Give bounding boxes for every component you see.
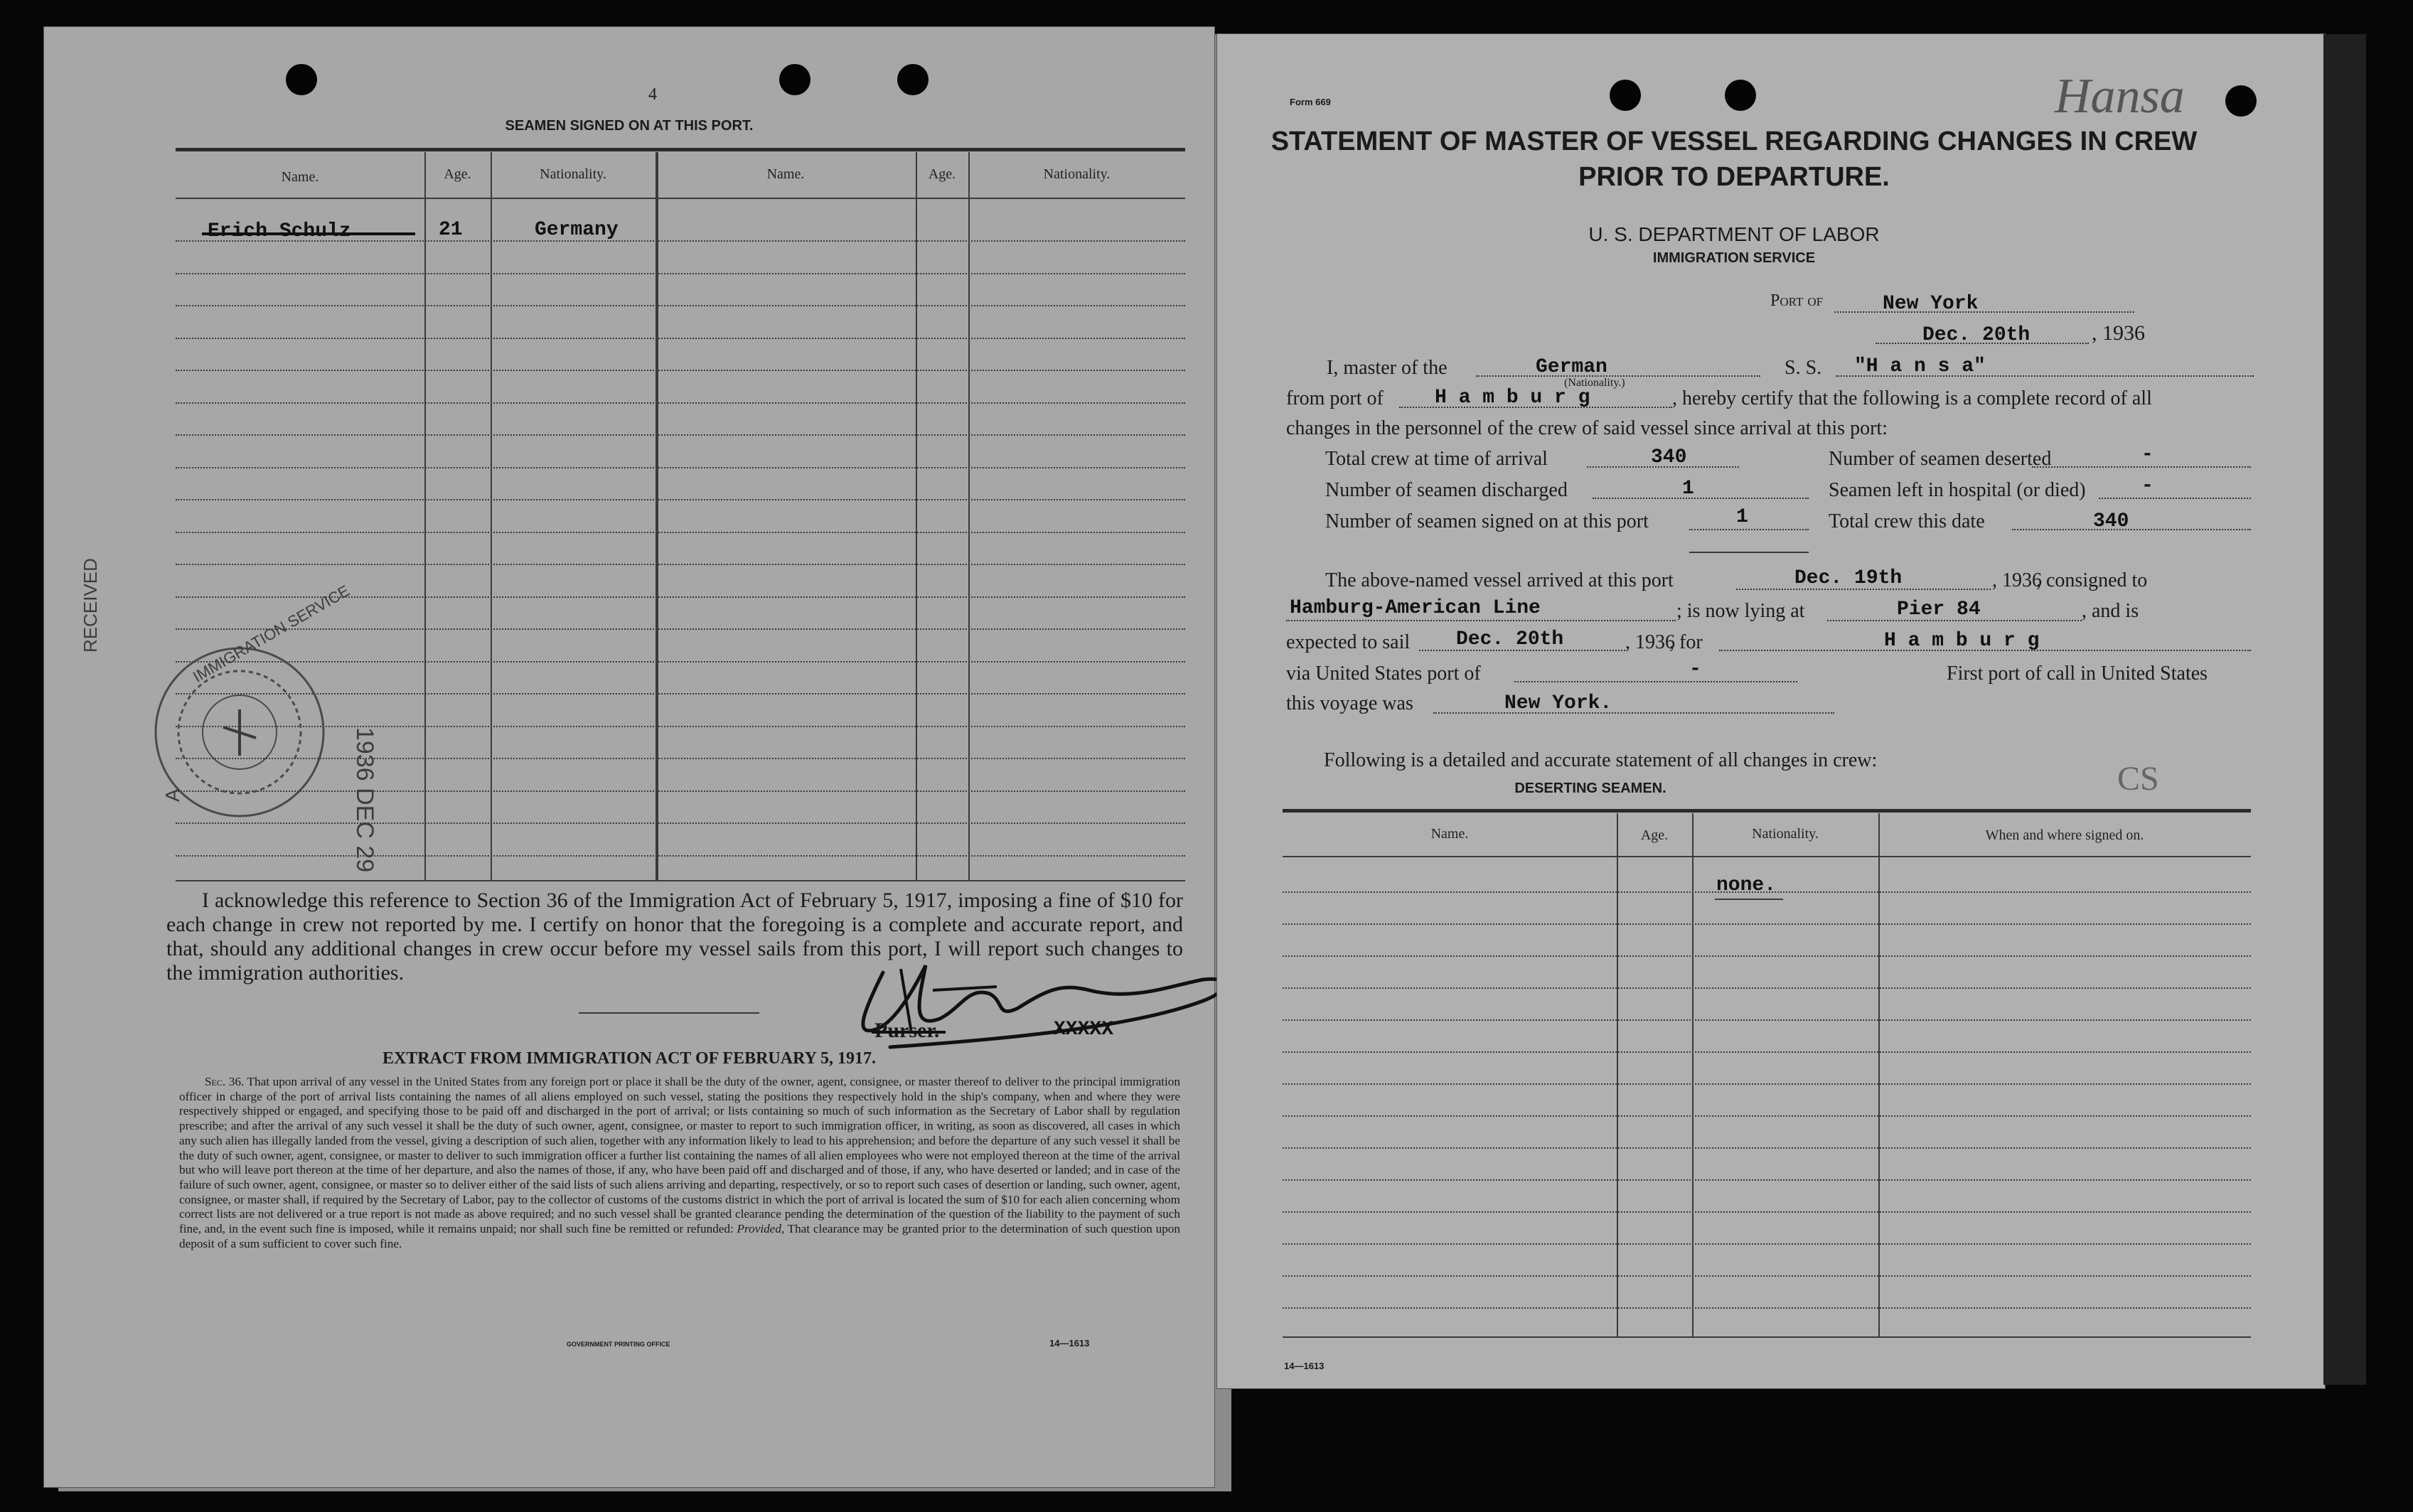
sail-year: , 1936 [1625, 631, 1675, 653]
deserted-value: - [2141, 444, 2153, 466]
from-port-value: H a m b u r g [1435, 387, 1590, 409]
row-line [176, 370, 1185, 371]
field-line [2032, 466, 2251, 468]
form-number: Form 669 [1290, 97, 1331, 107]
strike-through [872, 1031, 946, 1034]
row-line [1283, 987, 2251, 989]
page-number: 4 [648, 85, 657, 104]
col-divider [424, 152, 426, 880]
expected-label: expected to sail [1286, 631, 1411, 653]
form-code: 14—1613 [1049, 1338, 1090, 1349]
arrived-label: The above-named vessel arrived at this port [1325, 569, 1674, 591]
first-port-value: New York. [1504, 692, 1612, 714]
col-header-nationality: Nationality. [1752, 826, 1819, 842]
stamp-letter: A [161, 788, 183, 802]
row-line [176, 532, 1185, 533]
field-line [2012, 529, 2251, 530]
row-line [176, 273, 1185, 274]
destination-value: H a m b u r g [1884, 630, 2040, 652]
col-header-age: Age. [444, 166, 471, 182]
row-line [1283, 1147, 2251, 1149]
deserted-label: Number of seamen deserted [1829, 448, 2052, 470]
strike-through [202, 232, 415, 235]
col-divider [968, 152, 970, 880]
field-line [1514, 681, 1797, 682]
form-title-line2: PRIOR TO DEPARTURE. [1578, 162, 1890, 192]
seaman-nationality: Germany [535, 219, 619, 241]
total-crew-arrival-value: 340 [1651, 446, 1687, 468]
printer-imprint: GOVERNMENT PRINTING OFFICE [567, 1341, 670, 1348]
col-header-name-2: Name. [766, 166, 805, 182]
date-year: , 1936 [2092, 321, 2145, 345]
col-divider [656, 152, 658, 880]
row-line [176, 564, 1185, 565]
ship-name-value: "H a n s a" [1854, 355, 1986, 377]
underline [1715, 899, 1783, 900]
lying-label: ; is now lying at [1676, 600, 1805, 622]
table-header-rule [1283, 856, 2251, 857]
extract-body: That upon arrival of any vessel in the United States from any foreign port or place it shall be the duty of the owner, agent, consignee, or master thereof to deliver to the principal immigration officer in charge of the port of arrival lists containing the names of all aliens employed on such vessel, stating the positions they respectively hold in the ship's company, when and where they were respectively shipped or engaged, and specifying those to be paid off and discharged in the port of arrival; or lists containing so much of such information as the Secretary of Labor shall by regulation prescribe; and after the arrival of any such vessel it shall be the duty of such owner, agent, consignee, or master to report to such immigration officer, in writing, as soon as discovered, all cases in which any such alien has illegally landed from the vessel, giving a description of such alien, together with any information likely to lead to his apprehension; and before the departure of any such vessel it shall be the duty of such owner, agent, consignee, or master to deliver to such immigration officer a further list containing the names of all alien employees who were not employed thereon at the time of the arrival but who will leave port thereon at the time of her departure, and also the names of those, if any, who have been paid off and discharged and of those, if any, who have deserted or landed; and in case of the failure of such owner, agent, consignee, or master so to deliver either of the said lists of such aliens arriving and departing, respectively, or so to report such cases of desertion or landing, such owner, agent, consignee, or master shall, if required by the Secretary of Labor, pay to the collector of customs of the customs district in which the port of arrival is located the sum of $10 for each alien concerning whom correct lists are not delivered or a true report is not made as above required; and no such vessel shall be granted clearance pending the determination of the question of the liability to the payment of such fine, and, in the event such fine is imposed, while it remains unpaid; nor shall such fine be remitted or refunded: [179, 1075, 1180, 1236]
form-title-line1: STATEMENT OF MASTER OF VESSEL REGARDING CHANGES IN CREW [1270, 127, 2198, 156]
handwritten-initials: CS [2117, 760, 2159, 798]
nationality-caption: (Nationality.) [1564, 377, 1625, 389]
row-line [1283, 955, 2251, 957]
port-of-line [1834, 311, 2134, 313]
pier-value: Pier 84 [1897, 599, 1981, 621]
discharged-value: 1 [1682, 478, 1694, 500]
sail-year-value: 1936 [1635, 631, 1675, 653]
via-value: - [1689, 658, 1701, 680]
table-top-rule [176, 148, 1185, 151]
row-line [1283, 1115, 2251, 1117]
and-is-label: , and is [2082, 600, 2139, 622]
table-top-rule [1283, 809, 2251, 813]
signed-on-value: 1 [1736, 506, 1748, 528]
col-header-age: Age. [1640, 827, 1669, 843]
hospital-value: - [2141, 475, 2153, 497]
arrived-year-value: 1936 [2002, 569, 2042, 591]
seaman-name: Erich Schulz [208, 220, 351, 242]
field-line [1433, 712, 1834, 714]
total-crew-date-label: Total crew this date [1829, 510, 1985, 532]
punch-hole [2225, 85, 2257, 117]
deserting-value: none. [1716, 874, 1777, 896]
department: U. S. DEPARTMENT OF LABOR [1588, 223, 1880, 245]
section-title: SEAMEN SIGNED ON AT THIS PORT. [505, 118, 754, 134]
left-page [44, 27, 1214, 1487]
signature-rule [579, 1012, 759, 1014]
date-year-value: 1936 [2102, 321, 2145, 345]
col-header-nationality-2: Nationality. [1043, 166, 1111, 182]
via-label: via United States port of [1286, 663, 1481, 685]
acknowledgement-text: I acknowledge this reference to Section 36 of the Immigration Act of February 5, 1917, imposing a fine of $10 for each change in crew not reported by me. I certify on honor that the foregoing is a complete and accurate report, and that, should any additional changes in crew occur before my vessel sails from this port, I will report such changes to the immigration authorities. [166, 889, 1183, 985]
for-label: , for [1669, 631, 1703, 653]
punch-hole [1725, 80, 1756, 111]
service-name: IMMIGRATION SERVICE [1652, 250, 1816, 266]
handwritten-ship-name: Hansa [2055, 69, 2185, 124]
consignee-value: Hamburg-American Line [1290, 597, 1541, 619]
extract-proviso: That clearance may be granted prior to the determination of such question upon deposit of a sum sufficient to cover such fine. [179, 1222, 1180, 1250]
ss-label: S. S. [1785, 357, 1822, 379]
consignee-line [1286, 620, 1676, 621]
row-line [176, 499, 1185, 500]
stamp-service-text: IMMIGRATION SERVICE [190, 581, 353, 686]
signed-on-label: Number of seamen signed on at this port [1325, 510, 1649, 532]
signer-role: Purser. [874, 1019, 940, 1042]
stamp-received-text: RECEIVED [80, 558, 101, 653]
row-line [176, 434, 1185, 436]
extract-text [179, 1075, 1180, 1251]
row-line [176, 305, 1185, 306]
seaman-age: 21 [439, 219, 463, 241]
row-line [1283, 1083, 2251, 1085]
row-line [1283, 1243, 2251, 1245]
col-header-nationality: Nationality. [540, 166, 606, 182]
deserting-title: DESERTING SEAMEN. [1514, 781, 1666, 796]
row-line [1283, 1179, 2251, 1181]
col-divider [916, 152, 917, 880]
right-sheet-edge [2323, 34, 2366, 1385]
row-line [176, 338, 1185, 339]
form-code: 14—1613 [1284, 1361, 1325, 1371]
total-crew-date-value: 340 [2093, 510, 2129, 532]
row-line [1283, 923, 2251, 925]
table-header-rule [176, 198, 1185, 199]
row-line [1283, 1019, 2251, 1021]
certify-text: , hereby certify that the following is a complete record of all [1672, 387, 2152, 409]
arrived-year: , 1936 [1992, 569, 2042, 591]
field-line [1689, 529, 1809, 530]
sail-date: Dec. 20th [1456, 628, 1564, 650]
nationality-value: German [1536, 356, 1607, 378]
punch-hole [779, 64, 810, 95]
following-text: Following is a detailed and accurate statement of all changes in crew: [1324, 749, 1878, 771]
col-header-name: Name. [281, 169, 319, 185]
row-line [1283, 1307, 2251, 1309]
right-page [1217, 34, 2325, 1388]
table-bottom-rule [176, 880, 1185, 881]
col-divider [491, 152, 492, 880]
col-header-age-2: Age. [928, 166, 956, 182]
field-line [1593, 498, 1809, 499]
row-line [176, 402, 1185, 404]
arrived-date: Dec. 19th [1794, 567, 1903, 589]
port-of-label: Port of [1770, 291, 1824, 310]
col-header-name: Name. [1430, 826, 1469, 842]
row-line [176, 628, 1185, 630]
master-label: I, master of the [1327, 357, 1448, 379]
extract-lead: Sec. 36. [205, 1075, 245, 1088]
col-header-when-where: When and where signed on. [1985, 827, 2144, 843]
consigned-label: , consigned to [2036, 569, 2148, 591]
signer-role-struck: XXXXX [1054, 1019, 1114, 1041]
row-line [1283, 1211, 2251, 1213]
first-port-label: First port of call in United States [1947, 663, 2208, 685]
changes-text: changes in the personnel of the crew of said vessel since arrival at this port: [1286, 417, 1888, 439]
row-line [176, 855, 1185, 857]
field-line [2099, 498, 2251, 499]
row-line [1283, 1051, 2251, 1053]
sum-rule [1689, 552, 1809, 553]
punch-hole [1610, 80, 1641, 111]
extract-title: EXTRACT FROM IMMIGRATION ACT OF FEBRUARY 5, 1917. [382, 1049, 877, 1068]
hospital-label: Seamen left in hospital (or died) [1829, 479, 2086, 501]
stamp-date-text: 1936 DEC 29 [351, 727, 378, 873]
this-voyage-label: this voyage was [1286, 692, 1413, 714]
from-port-label: from port of [1286, 387, 1384, 409]
punch-hole [286, 64, 317, 95]
date-value: Dec. 20th [1922, 324, 2031, 346]
discharged-label: Number of seamen discharged [1325, 479, 1568, 501]
table-bottom-rule [1283, 1336, 2251, 1338]
row-line [176, 467, 1185, 468]
punch-hole [897, 64, 929, 95]
extract-proviso-lead: Provided, [737, 1222, 785, 1236]
port-of-value: New York [1883, 293, 1979, 315]
total-crew-arrival-label: Total crew at time of arrival [1325, 448, 1548, 470]
row-line [1283, 1275, 2251, 1277]
